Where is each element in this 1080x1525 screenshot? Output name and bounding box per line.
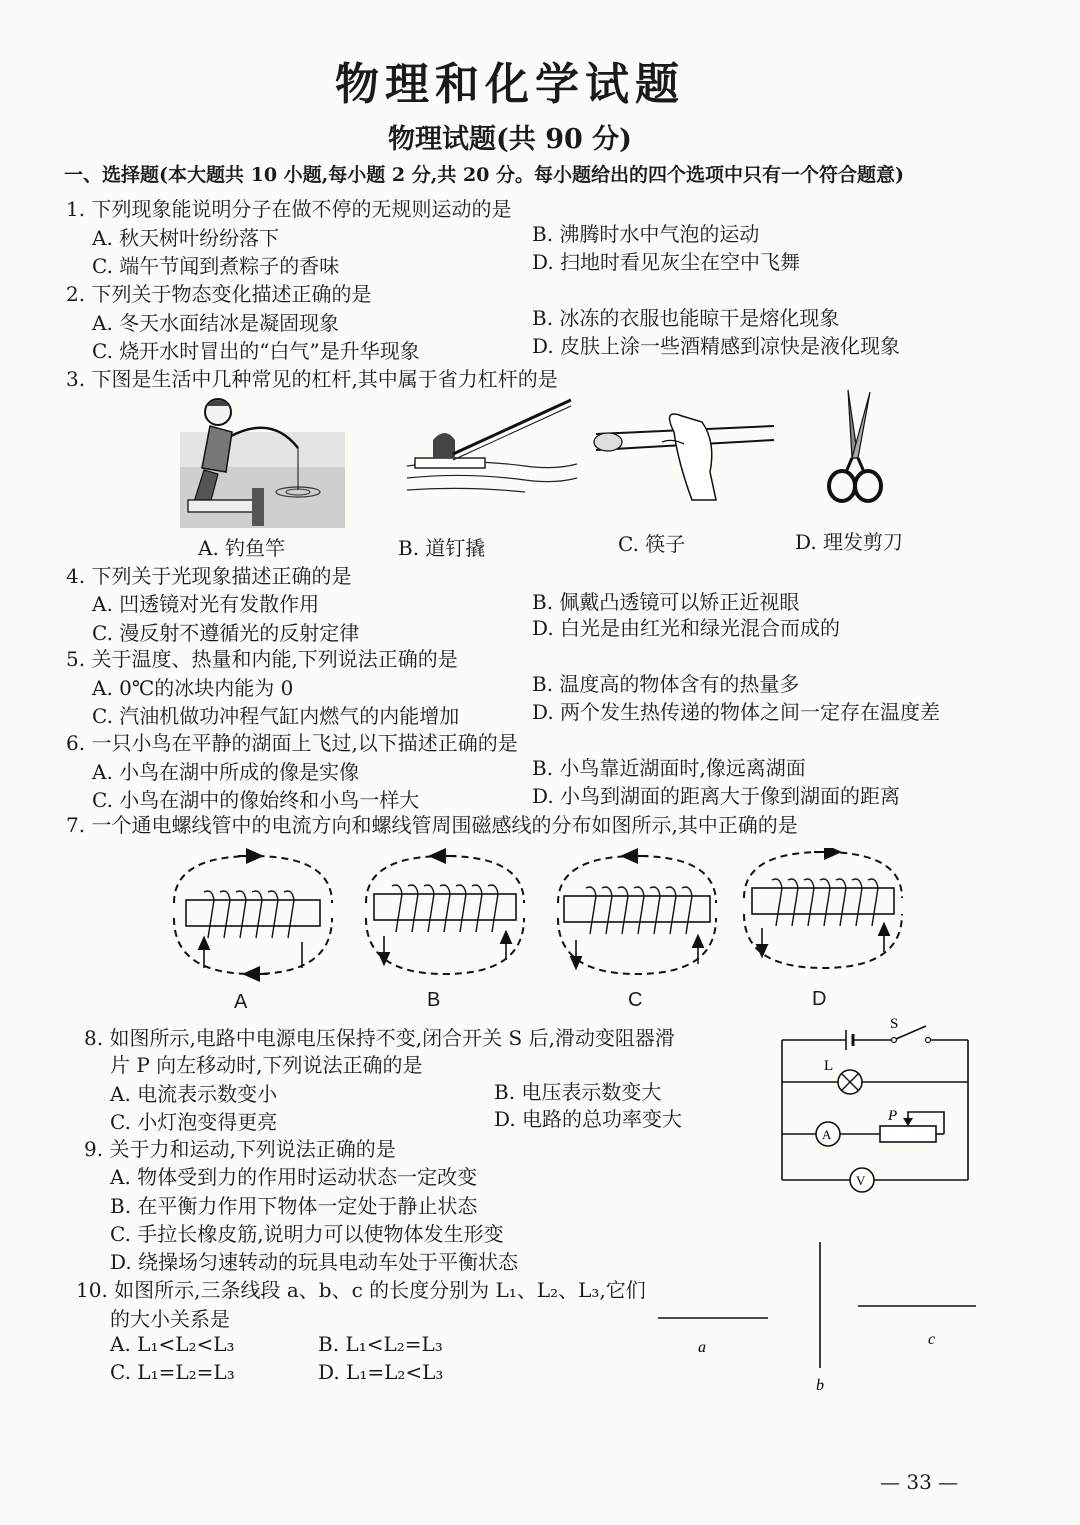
question-2-stem: 2. 下列关于物态变化描述正确的是 bbox=[66, 282, 372, 306]
q4-option-b: B. 佩戴凸透镜可以矫正近视眼 bbox=[532, 590, 800, 614]
q8-option-b: B. 电压表示数变大 bbox=[494, 1080, 662, 1104]
q9-option-d: D. 绕操场匀速转动的玩具电动车处于平衡状态 bbox=[110, 1250, 519, 1274]
fishing-rod-illustration bbox=[180, 392, 350, 528]
q1-option-b: B. 沸腾时水中气泡的运动 bbox=[532, 222, 760, 246]
question-5-stem: 5. 关于温度、热量和内能,下列说法正确的是 bbox=[66, 647, 458, 671]
page-subtitle: 物理试题(共 90 分) bbox=[388, 124, 632, 155]
question-3-stem: 3. 下图是生活中几种常见的杠杆,其中属于省力杠杆的是 bbox=[66, 367, 558, 391]
slider-label: P bbox=[888, 1108, 898, 1124]
q3-option-c: C. 筷子 bbox=[618, 532, 686, 556]
solenoid-c bbox=[558, 856, 716, 974]
q4-option-d: D. 白光是由红光和绿光混合而成的 bbox=[532, 616, 841, 640]
section-heading: 一、选择题(本大题共 10 小题,每小题 2 分,共 20 分。每小题给出的四个选项中只有一个符合题意) bbox=[64, 164, 905, 186]
q2-option-b: B. 冰冻的衣服也能晾干是熔化现象 bbox=[532, 306, 840, 330]
q9-option-b: B. 在平衡力作用下物体一定处于静止状态 bbox=[110, 1194, 478, 1218]
question-4-stem: 4. 下列关于光现象描述正确的是 bbox=[66, 564, 352, 588]
q7-option-c: C bbox=[628, 989, 643, 1011]
q2-option-d: D. 皮肤上涂一些酒精感到凉快是液化现象 bbox=[532, 334, 901, 358]
page-title: 物理和化学试题 bbox=[335, 59, 685, 110]
question-10-stem-line2: 的大小关系是 bbox=[110, 1307, 230, 1331]
question-8-stem-line1: 8. 如图所示,电路中电源电压保持不变,闭合开关 S 后,滑动变阻器滑 bbox=[84, 1026, 675, 1050]
circuit-diagram bbox=[776, 1012, 976, 1194]
q3-option-a: A. 钓鱼竿 bbox=[198, 536, 286, 560]
q6-option-c: C. 小鸟在湖中的像始终和小鸟一样大 bbox=[92, 788, 420, 812]
segments-diagram bbox=[650, 1236, 980, 1396]
q6-option-d: D. 小鸟到湖面的距离大于像到湖面的距离 bbox=[532, 784, 901, 808]
segment-c-label: c bbox=[928, 1331, 936, 1348]
switch-label: S bbox=[890, 1016, 899, 1032]
spike-bar-illustration bbox=[405, 396, 580, 496]
q1-option-a: A. 秋天树叶纷纷落下 bbox=[92, 226, 280, 250]
question-1-stem: 1. 下列现象能说明分子在做不停的无规则运动的是 bbox=[66, 197, 512, 221]
q7-option-d: D bbox=[812, 988, 827, 1010]
q1-option-d: D. 扫地时看见灰尘在空中飞舞 bbox=[532, 250, 801, 274]
segment-a-label: a bbox=[698, 1339, 706, 1356]
q5-option-a: A. 0℃的冰块内能为 0 bbox=[92, 676, 294, 700]
q3-option-b: B. 道钉撬 bbox=[398, 536, 486, 560]
q6-option-a: A. 小鸟在湖中所成的像是实像 bbox=[92, 760, 360, 784]
q10-option-a: A. L₁<L₂<L₃ bbox=[110, 1332, 235, 1356]
page-number: — 33 — bbox=[880, 1470, 959, 1494]
question-8-stem-line2: 片 P 向左移动时,下列说法正确的是 bbox=[110, 1053, 423, 1077]
solenoid-a bbox=[174, 856, 332, 974]
question-7-stem: 7. 一个通电螺线管中的电流方向和螺线管周围磁感线的分布如图所示,其中正确的是 bbox=[66, 813, 798, 837]
q9-option-c: C. 手拉长橡皮筋,说明力可以使物体发生形变 bbox=[110, 1222, 504, 1246]
q7-option-b: B bbox=[427, 989, 441, 1011]
voltmeter-label: V bbox=[856, 1173, 866, 1188]
q10-option-d: D. L₁=L₂<L₃ bbox=[318, 1360, 444, 1384]
q10-option-b: B. L₁<L₂=L₃ bbox=[318, 1332, 443, 1356]
lamp-label: L bbox=[824, 1058, 834, 1074]
solenoid-d bbox=[744, 852, 902, 968]
q7-option-a: A bbox=[234, 991, 248, 1013]
q5-option-c: C. 汽油机做功冲程气缸内燃气的内能增加 bbox=[92, 704, 460, 728]
chopsticks-illustration bbox=[592, 402, 777, 502]
q8-option-c: C. 小灯泡变得更亮 bbox=[110, 1110, 278, 1134]
q3-option-d: D. 理发剪刀 bbox=[795, 530, 904, 554]
ammeter-label: A bbox=[822, 1127, 832, 1142]
q8-option-a: A. 电流表示数变小 bbox=[110, 1082, 278, 1106]
q8-option-d: D. 电路的总功率变大 bbox=[494, 1107, 683, 1131]
question-9-stem: 9. 关于力和运动,下列说法正确的是 bbox=[84, 1137, 396, 1161]
q5-option-b: B. 温度高的物体含有的热量多 bbox=[532, 672, 800, 696]
q4-option-c: C. 漫反射不遵循光的反射定律 bbox=[92, 621, 360, 645]
q4-option-a: A. 凹透镜对光有发散作用 bbox=[92, 592, 320, 616]
q10-option-c: C. L₁=L₂=L₃ bbox=[110, 1360, 235, 1384]
segment-b-label: b bbox=[816, 1377, 824, 1394]
solenoid-diagrams bbox=[160, 848, 910, 983]
q6-option-b: B. 小鸟靠近湖面时,像远离湖面 bbox=[532, 756, 806, 780]
scissors-illustration bbox=[822, 388, 886, 508]
q1-option-c: C. 端午节闻到煮粽子的香味 bbox=[92, 254, 340, 278]
question-6-stem: 6. 一只小鸟在平静的湖面上飞过,以下描述正确的是 bbox=[66, 731, 518, 755]
q2-option-c: C. 烧开水时冒出的“白气”是升华现象 bbox=[92, 339, 420, 363]
q9-option-a: A. 物体受到力的作用时运动状态一定改变 bbox=[110, 1165, 478, 1189]
q5-option-d: D. 两个发生热传递的物体之间一定存在温度差 bbox=[532, 700, 941, 724]
q2-option-a: A. 冬天水面结冰是凝固现象 bbox=[92, 311, 340, 335]
solenoid-b bbox=[366, 856, 524, 974]
question-10-stem-line1: 10. 如图所示,三条线段 a、b、c 的长度分别为 L₁、L₂、L₃,它们 bbox=[76, 1278, 646, 1302]
